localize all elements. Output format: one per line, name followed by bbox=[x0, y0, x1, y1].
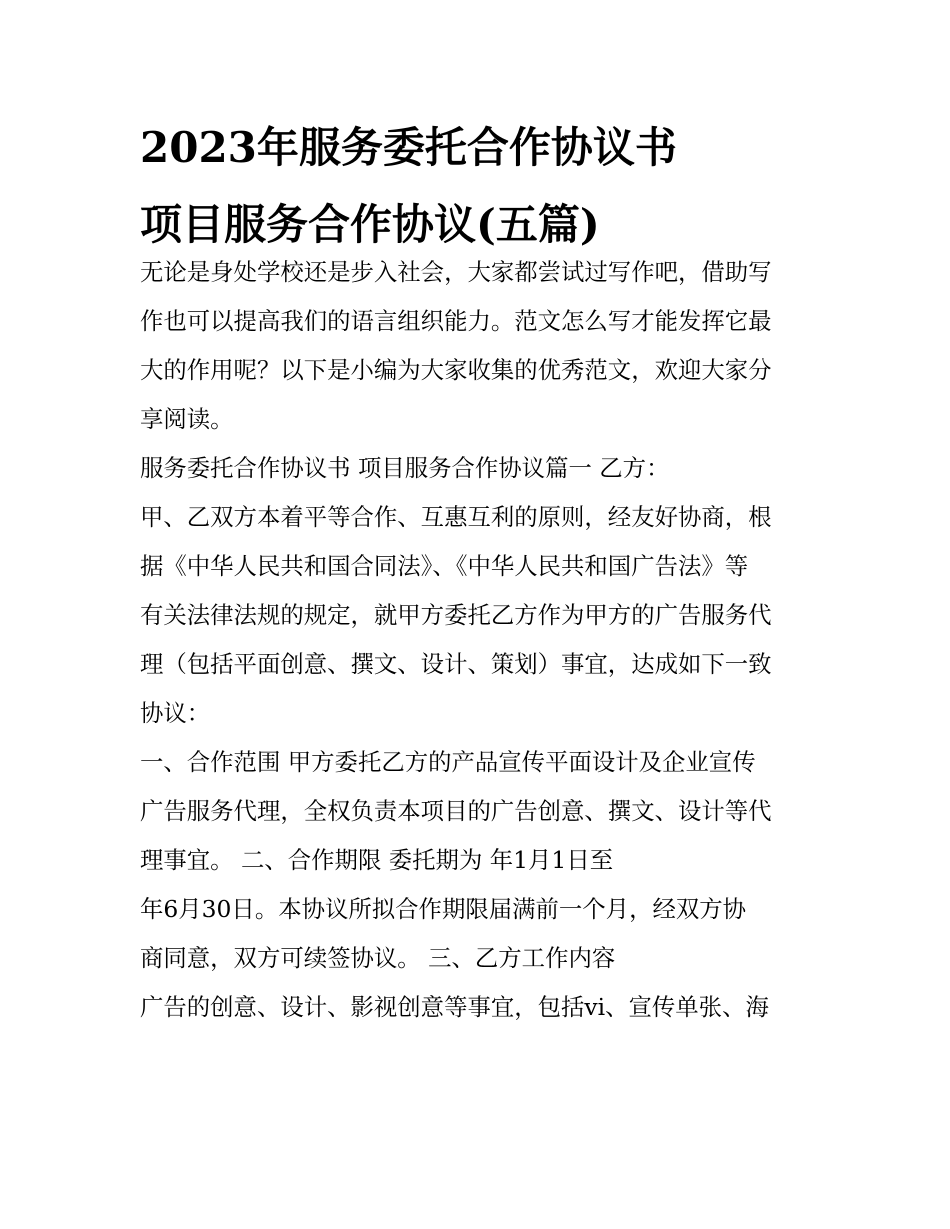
title-line-1-text: 年服务委托合作协议书 bbox=[256, 123, 677, 172]
body-line-11: 一、合作范围 甲方委托乙方的产品宣传平面设计及企业宣传 bbox=[140, 748, 756, 776]
body-line-6: 甲、乙双方本着平等合作、互惠互利的原则，经友好协商，根 bbox=[140, 503, 772, 531]
body-line-3: 大的作用呢？以下是小编为大家收集的优秀范文，欢迎大家分 bbox=[140, 356, 772, 384]
body-line-13: 理事宜。 二、合作期限 委托期为 年1月1日至 bbox=[140, 846, 614, 874]
document-title-line-1 bbox=[140, 124, 677, 172]
body-line-2: 作也可以提高我们的语言组织能力。范文怎么写才能发挥它最 bbox=[140, 307, 772, 335]
body-line-10: 协议： bbox=[140, 699, 211, 727]
body-line-1: 无论是身处学校还是步入社会，大家都尝试过写作吧，借助写 bbox=[140, 258, 772, 286]
body-line-14: 年6月30日。本协议所拟合作期限届满前一个月，经双方协 bbox=[140, 895, 747, 923]
body-line-4: 享阅读。 bbox=[140, 405, 234, 433]
title-year: 2023 bbox=[140, 123, 257, 172]
body-line-12: 广告服务代理，全权负责本项目的广告创意、撰文、设计等代 bbox=[140, 797, 772, 825]
body-line-16: 广告的创意、设计、影视创意等事宜，包括vi、宣传单张、海 bbox=[140, 993, 769, 1021]
body-line-5: 服务委托合作协议书 项目服务合作协议篇一 乙方： bbox=[140, 454, 670, 482]
body-line-15: 商同意，双方可续签协议。 三、乙方工作内容 bbox=[140, 944, 616, 972]
document-title-line-2: 项目服务合作协议(五篇) bbox=[140, 200, 600, 249]
body-line-9: 理（包括平面创意、撰文、设计、策划）事宜，达成如下一致 bbox=[140, 650, 772, 678]
body-line-8: 有关法律法规的规定，就甲方委托乙方作为甲方的广告服务代 bbox=[140, 601, 772, 629]
body-line-7: 据《中华人民共和国合同法》、《中华人民共和国广告法》等 bbox=[140, 552, 749, 580]
